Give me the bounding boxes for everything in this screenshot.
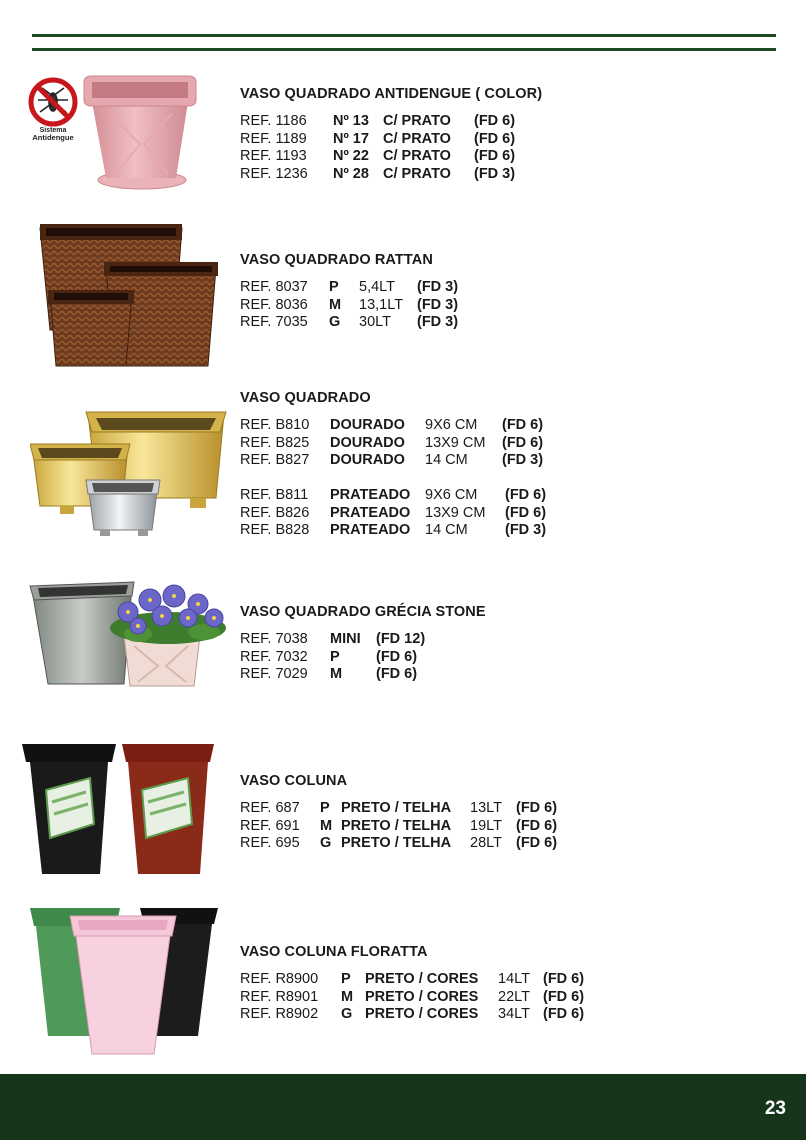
ref-row: REF. B827 DOURADO 14 CM (FD 3) [240,452,544,468]
page-number: 23 [764,1098,786,1119]
vaso-coluna-floratta-image [28,902,222,1062]
ref-row: REF. 7032 P (FD 6) [240,648,418,665]
ref-row: REF. 7035 G 30LT (FD 3) [240,314,459,330]
section-title: VASO QUADRADO ANTIDENGUE ( COLOR) [240,86,543,102]
section-title: VASO QUADRADO RATTAN [240,252,433,268]
ref-row: REF. 1236 Nº 28 C/ PRATO (FD 3) [240,165,516,182]
vaso-coluna-image [20,740,218,878]
grecia-stone-pots-image [28,576,232,692]
ref-row: REF. 7038 MINI (FD 12) [240,631,426,647]
section-title: VASO COLUNA FLORATTA [240,944,428,960]
ref-list [240,113,542,183]
ref-row: REF. 691 M PRETO / TELHA 19LT (FD 6) [240,817,558,834]
ref-row: REF. 687 P PRETO / TELHA 13LT (FD 6) [240,800,558,816]
ref-row: REF. B825 DOURADO 13X9 CM (FD 6) [240,434,544,451]
ref-row: REF. 1193 Nº 22 C/ PRATO (FD 6) [240,148,516,164]
ref-row: REF. R8901 M PRETO / CORES 22LT (FD 6) [240,988,585,1005]
ref-list [240,631,486,684]
section-vaso-coluna [240,773,557,853]
ref-row: REF. 695 G PRETO / TELHA 28LT (FD 6) [240,835,558,851]
badge-line1: Sistema [39,127,67,134]
section-antidengue [240,86,542,183]
ref-list [240,417,546,540]
ref-list [240,279,458,332]
section-grecia-stone [240,604,486,684]
section-title: VASO COLUNA [240,773,348,789]
gold-silver-pots-image [30,408,228,540]
section-vaso-coluna-floratta [240,944,584,1024]
ref-row: REF. 8036 M 13,1LT (FD 3) [240,296,459,313]
no-mosquito-badge-icon [22,76,84,142]
ref-row: REF. R8902 G PRETO / CORES 34LT (FD 6) [240,1006,585,1022]
ref-row: REF. 8037 P 5,4LT (FD 3) [240,279,459,295]
section-rattan [240,252,458,332]
ref-row: REF. R8900 P PRETO / CORES 14LT (FD 6) [240,971,585,987]
section-quadrado [240,390,546,540]
ref-row: REF. 1189 Nº 17 C/ PRATO (FD 6) [240,130,516,147]
ref-row: REF. B810 DOURADO 9X6 CM (FD 6) [240,417,544,433]
top-rule-2 [32,48,776,51]
ref-row: REF. B828 PRATEADO 14 CM (FD 3) [240,522,547,538]
section-title: VASO QUADRADO [240,390,371,406]
rattan-pots-image [36,220,222,370]
footer-bar [0,1074,806,1140]
ref-list [240,800,557,853]
ref-row: REF. B826 PRATEADO 13X9 CM (FD 6) [240,504,547,521]
ref-row: REF. 7029 M (FD 6) [240,666,418,682]
top-rule-1 [32,34,776,37]
badge-line2: Antidengue [32,133,74,142]
ref-row: REF. B811 PRATEADO 9X6 CM (FD 6) [240,487,547,503]
pink-square-pot-image [80,74,200,192]
ref-list [240,971,584,1024]
ref-row: REF. 1186 Nº 13 C/ PRATO (FD 6) [240,113,516,129]
section-title: VASO QUADRADO GRÉCIA STONE [240,604,486,620]
